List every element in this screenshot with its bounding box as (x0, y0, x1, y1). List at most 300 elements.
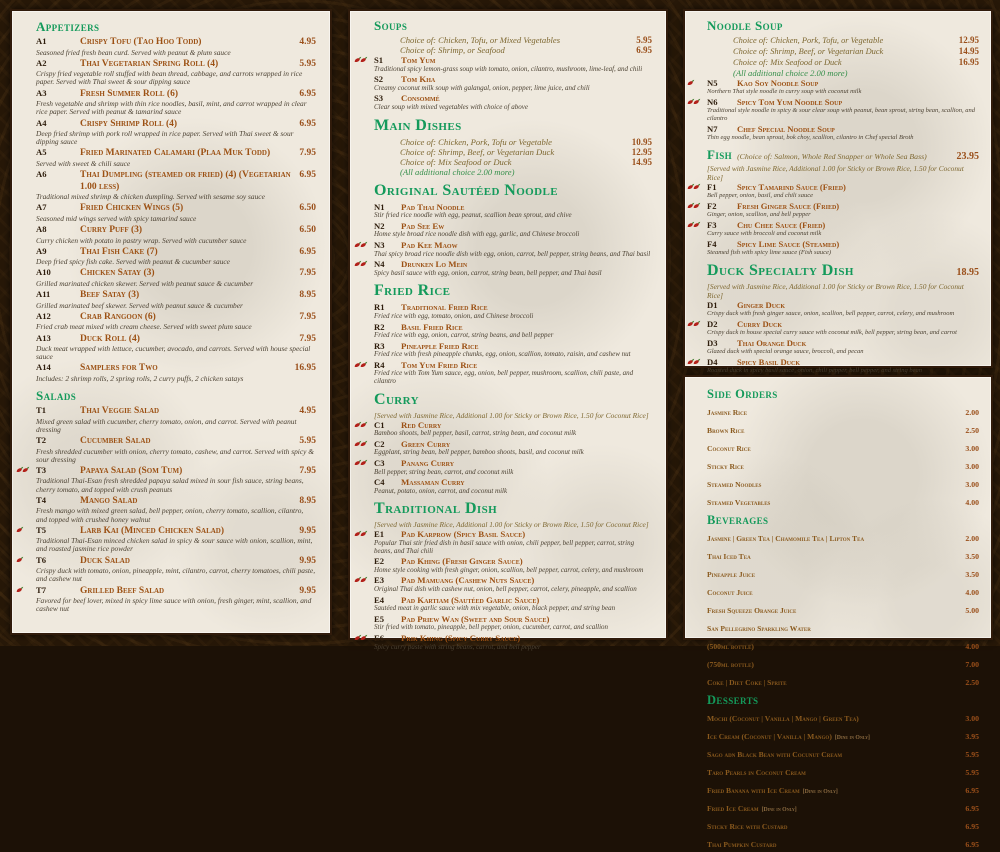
item-code: T4 (36, 494, 47, 505)
section-title: Noodle Soup (707, 18, 783, 33)
menu-item (36, 267, 316, 288)
item-name: Ginger Duck (737, 299, 786, 310)
menu-section (707, 513, 979, 690)
item-description: Curry sauce with broccoli and coconut milk (707, 230, 822, 237)
item-code: A3 (36, 87, 47, 98)
item-description: Seasoned mid wings served with spicy tamarind sauce (36, 213, 197, 223)
list-item-left (707, 456, 965, 474)
item-code: A6 (36, 169, 47, 180)
spice-level (687, 183, 699, 190)
menu-item (36, 525, 316, 554)
item-description: Roasted duck in spicy basil sauce, onion, chili pepper, bell pepper, and string bean (707, 367, 923, 374)
item-description: Curry chicken with potato in pastry wrap. Served with cucumber sauce (36, 235, 247, 245)
menu-item-head (374, 420, 652, 431)
menu-item (707, 300, 979, 318)
item-name: Curry Puff (3) (80, 225, 143, 236)
spice-level (16, 586, 22, 593)
list-item (707, 726, 979, 744)
item-name: Spicy Lime Sauce (Steamed) (737, 238, 840, 249)
list-item-price: 2.50 (965, 426, 979, 435)
choice-label: Choice of: Shrimp, or Seafood (400, 45, 505, 55)
menu-item-head (374, 221, 652, 232)
list-item-left (707, 654, 965, 672)
item-code: R3 (374, 340, 385, 351)
spice-level (354, 634, 366, 641)
list-item (707, 798, 979, 816)
item-code: F4 (707, 238, 717, 249)
list-item (707, 564, 979, 582)
chili-pepper-icon (360, 634, 368, 641)
menu-item-head (36, 585, 316, 598)
menu-item (36, 202, 316, 223)
chili-pepper-icon (693, 183, 701, 190)
list-item (707, 834, 979, 852)
list-item-price: 4.00 (965, 498, 979, 507)
menu-section (374, 117, 652, 177)
list-item (707, 456, 979, 474)
menu-item-head (36, 465, 316, 478)
menu-item-head (36, 169, 316, 193)
list-item-price: 2.00 (965, 534, 979, 543)
item-name: Kao Soy Noodle Soup (737, 78, 819, 88)
section-price: 18.95 (956, 266, 979, 278)
item-name: Pad Priew Wan (Sweet and Sour Sauce) (401, 613, 550, 624)
item-code: E2 (374, 556, 385, 567)
list-item-left (707, 600, 965, 618)
item-description: Bamboo shoots, bell pepper, basil, carrot, string bean, and coconut milk (374, 429, 577, 438)
item-name: Samplers for Two (80, 363, 158, 374)
chili-pepper-icon (360, 421, 368, 428)
list-item-left (707, 420, 965, 438)
item-price: 7.95 (299, 465, 316, 476)
menu-item (374, 458, 652, 476)
item-name: Pad Karprow (Spicy Basil Sauce) (401, 529, 526, 540)
menu-item (374, 74, 652, 92)
menu-item (36, 555, 316, 584)
section-title-row (707, 147, 979, 162)
list-item-name: Mochi (Coconut | Vanilla | Mango | Green Tea) (707, 714, 859, 723)
item-name: Fried Chicken Wings (5) (80, 203, 184, 214)
choice-price: 14.95 (631, 156, 652, 167)
menu-item-head (707, 300, 979, 310)
list-item-price: 2.50 (965, 678, 979, 687)
list-item-name: Sago adn Black Bean with Cocunut Cream (707, 750, 843, 759)
list-item-price: 6.95 (965, 804, 979, 813)
menu-item (36, 405, 316, 434)
list-item-left (707, 564, 965, 582)
menu-item (374, 556, 652, 574)
list-item-price: 5.00 (965, 606, 979, 615)
item-code: E5 (374, 613, 385, 624)
item-description: Deep fried shrimp with pork roll wrapped in rice paper. Served with Thai sweet & sour dipping sauce (36, 129, 294, 147)
item-description: Thin egg noodle, bean sprout, bok choy, scallion, cilantro in Chef special Broth (707, 134, 914, 141)
menu-item-head (707, 201, 979, 211)
choice-price: 10.95 (631, 136, 652, 147)
item-description: Fresh shredded cucumber with onion, cherry tomato, cashew, and carrot. Served with spicy & sour dressing (36, 446, 314, 464)
chili-pepper-icon (16, 526, 24, 533)
spice-level (16, 466, 28, 473)
list-item-name: Thai Iced Tea (707, 552, 751, 561)
menu-item-head (36, 405, 316, 418)
spice-level (16, 526, 22, 533)
menu-item-head (36, 58, 316, 71)
choice-price: 5.95 (636, 35, 652, 45)
list-item-left (707, 816, 965, 834)
item-name: Thai Veggie Salad (80, 406, 160, 417)
menu-section (374, 18, 652, 112)
section-title: Soups (374, 18, 408, 33)
menu-item-head (374, 633, 652, 644)
section-title-row (374, 500, 652, 518)
item-price: 6.95 (299, 88, 316, 99)
item-name: Pineapple Fried Rice (401, 340, 479, 351)
item-description: Traditional Thai-Esan minced chicken salad in spicy & sour sauce with onion, scallion, mint, and roasted jasmine rice powder (36, 536, 313, 554)
list-item-left (707, 528, 965, 546)
menu-item-head (36, 88, 316, 101)
choice-line (374, 45, 652, 55)
item-price: 4.95 (299, 37, 316, 47)
item-name: Pad Khing (Fresh Ginger Sauce) (401, 556, 523, 567)
item-description: Traditional mixed shrimp & chicken dumpling. Served with sesame soy sauce (36, 192, 265, 202)
spice-level (687, 358, 699, 365)
menu-section (374, 182, 652, 278)
list-item (707, 762, 979, 780)
chili-pepper-icon (693, 320, 701, 327)
item-code: A13 (36, 332, 51, 343)
choice-line (374, 157, 652, 167)
chili-pepper-icon (693, 358, 701, 365)
section-title-row (707, 513, 979, 527)
menu-section (707, 18, 979, 142)
item-name: Thai Fish Cake (7) (80, 246, 158, 257)
item-price: 9.95 (299, 585, 316, 596)
menu-item-head (374, 556, 652, 567)
additional-choice-note: (All additional choice 2.00 more) (733, 68, 848, 78)
item-code: E4 (374, 594, 385, 605)
section-title-row (374, 391, 652, 409)
list-item-left (707, 402, 965, 420)
item-name: Drunken Lo Mein (401, 259, 468, 270)
list-item (707, 744, 979, 762)
list-item-name: Steamed Noodles (707, 480, 762, 489)
menu-item-head (374, 458, 652, 469)
list-item-name: (500ml bottle) (707, 642, 754, 651)
item-code: S2 (374, 74, 384, 85)
menu-item (707, 201, 979, 219)
list-item (707, 654, 979, 672)
menu-item-head (36, 224, 316, 237)
menu-item-head (374, 55, 652, 66)
menu-item (374, 202, 652, 220)
menu-item (374, 529, 652, 555)
chili-pepper-icon (360, 576, 368, 583)
spice-level (687, 79, 693, 86)
choice-price: 16.95 (958, 57, 979, 67)
item-description: Seasoned fried fresh bean curd. Served with peanut & plum sauce (36, 47, 231, 57)
item-price: 7.95 (299, 268, 316, 279)
list-item-price: 7.00 (965, 660, 979, 669)
item-name: Larb Kai (Minced Chicken Salad) (80, 525, 225, 536)
menu-item (36, 362, 316, 383)
list-item (707, 438, 979, 456)
item-code: S1 (374, 55, 384, 65)
item-name: Consommé (401, 93, 440, 104)
menu-item (374, 614, 652, 632)
item-name: Chef Special Noodle Soup (737, 123, 835, 134)
chili-pepper-icon (360, 530, 368, 537)
menu-item (36, 435, 316, 464)
list-item (707, 546, 979, 564)
section-title-row (374, 18, 652, 33)
list-item-left (707, 492, 965, 510)
item-description: Fried rice with egg, onion, carrot, string beans, and bell pepper (374, 331, 554, 340)
item-price: 5.95 (299, 58, 316, 69)
list-item-left (707, 546, 965, 564)
item-description: Includes: 2 shrimp rolls, 2 spring rolls, 2 curry puffs, 2 chicken satays (36, 373, 244, 383)
menu-item-head (36, 202, 316, 215)
list-item (707, 474, 979, 492)
item-price: 6.50 (299, 225, 316, 236)
dine-in-note: [Dine in Only] (834, 735, 870, 741)
item-name: Pad Mamuang (Cashew Nuts Sauce) (401, 575, 535, 586)
list-item-name: Jasmine Rice (707, 408, 748, 417)
item-name: Curry Duck (737, 318, 783, 329)
list-item-price: 3.00 (965, 462, 979, 471)
item-name: Pad Kartiam (Sautéed Garlic Sauce) (401, 594, 540, 605)
menu-item-head (374, 322, 652, 333)
list-item-name: Ice Cream (Coconut | Vanilla | Mango) (707, 732, 832, 741)
section-title-row (707, 262, 979, 280)
list-item-price: 3.50 (965, 570, 979, 579)
menu-item (374, 322, 652, 340)
item-price: 6.95 (299, 118, 316, 129)
item-name: Fresh Ginger Sauce (Fried) (737, 200, 840, 211)
menu-item-head (374, 439, 652, 450)
menu-item (707, 124, 979, 142)
choice-line (707, 57, 979, 68)
menu-item-head (374, 202, 652, 213)
spice-level (354, 241, 366, 248)
section-title: Duck Specialty Dish (707, 261, 854, 279)
list-item-name: Brown Rice (707, 426, 745, 435)
dine-in-note: [Dine in Only] (761, 807, 797, 813)
menu-item (374, 595, 652, 613)
item-code: C1 (374, 419, 385, 430)
menu-section (707, 262, 979, 375)
item-description: Crispy duck with tomato, onion, pineapple, mint, cilantro, carrot, cherry tomatoes, chili paste, and cashew nut (36, 566, 316, 584)
section-title-row (374, 182, 652, 200)
item-description: Glazed duck with special orange sauce, broccoli, and pecan (707, 348, 864, 355)
item-code: S3 (374, 93, 384, 104)
spice-level (16, 556, 22, 563)
choice-price: 12.95 (631, 146, 652, 157)
item-description: Traditional spicy lemon-grass soup with tomato, onion, cilantro, mushroom, lime-leaf, and chili (374, 64, 643, 73)
choice-label: Choice of: Mix Seafood or Duck (733, 58, 842, 67)
menu-section (374, 282, 652, 385)
item-code: C2 (374, 438, 385, 449)
menu-panel-right-bottom (683, 375, 993, 849)
menu-item (707, 239, 979, 257)
choice-label: Choice of: Shrimp, Beef, or Vegetarian Duck (733, 47, 884, 56)
menu-item (36, 585, 316, 614)
menu-item-head (36, 495, 316, 508)
item-code: T7 (36, 584, 47, 595)
item-name: Crab Rangoon (6) (80, 311, 156, 322)
menu-item (36, 169, 316, 201)
menu-item (36, 58, 316, 87)
chili-pepper-icon (360, 241, 368, 248)
list-item-price: 3.50 (965, 552, 979, 561)
menu-item-head (36, 36, 316, 49)
item-description: Steamed fish with spicy lime sauce (Fish sauce) (707, 249, 832, 256)
item-price: 9.95 (299, 555, 316, 566)
item-description: Fried rice with egg, tomato, onion, and Chinese broccoli (374, 311, 534, 320)
item-description: Grilled marinated chicken skewer. Served with peanut sauce & cucumber (36, 278, 254, 288)
list-item-left (707, 708, 965, 726)
item-price: 7.95 (299, 333, 316, 344)
item-price: 6.50 (299, 203, 316, 214)
item-name: Tom Yum Fried Rice (401, 359, 478, 370)
spice-level (687, 202, 699, 209)
menu-item-head (707, 319, 979, 329)
item-code: A14 (36, 362, 51, 373)
item-description: Clear soup with mixed vegetables with choice of above (374, 102, 528, 111)
menu-item (36, 333, 316, 362)
section-title: Beverages (707, 513, 769, 527)
serve-note: [Served with Jasmine Rice, Additional 1.00 for Sticky or Brown Rice, 1.50 for Coconut Rice] (707, 281, 964, 300)
list-item (707, 618, 979, 636)
list-item-left (707, 762, 965, 780)
item-name: Panang Curry (401, 458, 455, 469)
item-description: Fried rice with Tom Yum sauce, egg, onion, bell pepper, mushroom, scallion, chili paste, and cilantro (374, 369, 634, 386)
item-code: A8 (36, 224, 47, 235)
list-item-name: Fried Ice Cream (707, 804, 759, 813)
list-item (707, 636, 979, 654)
item-description: Fried rice with fresh pineapple chunks, egg, onion, scallion, tomato, raisin, and cashew nut (374, 350, 631, 359)
menu-item (374, 439, 652, 457)
list-item-price: 5.95 (965, 750, 979, 759)
chili-pepper-icon (360, 361, 368, 368)
item-code: A10 (36, 267, 51, 278)
menu-item-head (36, 246, 316, 259)
spice-level (354, 459, 366, 466)
item-description: Mixed green salad with cucumber, cherry tomato, onion, and carrot. Served with peanut dressing (36, 416, 297, 434)
item-code: A7 (36, 202, 47, 213)
item-code: T3 (36, 464, 47, 475)
serve-note: [Served with Jasmine Rice, Additional 1.00 for Sticky or Brown Rice, 1.50 for Coconut Rice] (374, 410, 649, 420)
menu-item-head (36, 435, 316, 448)
list-item-left (707, 474, 965, 492)
item-name: Spicy Basil Duck (737, 356, 801, 367)
menu-item-head (374, 595, 652, 606)
menu-section (36, 388, 316, 613)
menu-item (374, 221, 652, 239)
item-code: N3 (374, 239, 385, 250)
menu-item-head (374, 529, 652, 540)
menu-item (374, 341, 652, 359)
choice-line (707, 46, 979, 57)
item-description: Stir fried with tomato, pineapple, bell pepper, onion, cucumber, carrot, and scallion (374, 623, 609, 632)
menu-item-head (36, 333, 316, 346)
item-description: Spicy basil sauce with egg, onion, carrot, string bean, bell pepper, and Thai basil (374, 268, 602, 277)
spice-level (354, 421, 366, 428)
menu-section (36, 19, 316, 383)
spice-level (687, 221, 699, 228)
item-name: Tom Kha (401, 74, 436, 85)
item-code: R1 (374, 302, 385, 313)
list-item-name: Thai Pumpkin Custard (707, 840, 777, 849)
item-name: Chu Chee Sauce (Fried) (737, 219, 826, 230)
chili-pepper-icon (16, 556, 24, 563)
spice-level (354, 440, 366, 447)
chili-pepper-icon (693, 221, 701, 228)
item-name: Grilled Beef Salad (80, 585, 165, 596)
item-name: Chicken Satay (3) (80, 268, 155, 279)
menu-item-head (374, 341, 652, 352)
menu-item-head (707, 182, 979, 192)
item-description: Bell pepper, onion, basil, and chili sauce (707, 192, 813, 199)
item-code: T5 (36, 524, 47, 535)
item-price: 7.95 (299, 148, 316, 159)
menu-item-head (36, 147, 316, 160)
item-code: C4 (374, 477, 385, 488)
item-code: D1 (707, 299, 718, 310)
menu-item (36, 465, 316, 494)
menu-item (374, 93, 652, 111)
item-price: 6.95 (299, 170, 316, 181)
item-code: D2 (707, 318, 718, 329)
list-item-left (707, 780, 965, 798)
item-price: 8.95 (299, 495, 316, 506)
chili-pepper-icon (687, 79, 695, 86)
list-item (707, 402, 979, 420)
item-description: Fresh vegetable and shrimp with thin rice noodles, basil, mint, and carrot wrapped in clear rice paper. Served with peanut & tamarind sauce (36, 99, 307, 117)
menu-item-head (374, 614, 652, 625)
menu-item (707, 182, 979, 200)
section-title: Curry (374, 390, 419, 408)
item-code: E1 (374, 529, 385, 540)
item-code: A2 (36, 57, 47, 68)
item-description: Peanut, potato, onion, carrot, and coconut milk (374, 486, 508, 495)
menu-item (36, 88, 316, 117)
menu-item (374, 240, 652, 258)
item-code: E6 (374, 632, 385, 643)
item-code: N5 (707, 78, 718, 88)
menu-item (707, 338, 979, 356)
spice-level (354, 530, 366, 537)
item-name: Thai Vegetarian Spring Roll (4) (80, 58, 219, 69)
item-price: 16.95 (294, 363, 316, 374)
list-item-price: 2.00 (965, 408, 979, 417)
section-title-row (374, 117, 652, 135)
section-title: Original Sautéed Noodle (374, 181, 558, 199)
list-item (707, 420, 979, 438)
item-code: N7 (707, 123, 718, 134)
menu-item-head (707, 220, 979, 230)
choice-label: Choice of: Chicken, Pork, Tofu or Vegetable (400, 136, 552, 147)
list-item-name: Coke | Diet Coke | Sprite (707, 678, 787, 687)
list-item-left (707, 672, 965, 690)
chili-pepper-icon (360, 260, 368, 267)
item-description: Duck meat wrapped with lettuce, cucumber, avocado, and carrots. Served with house special sauce (36, 344, 311, 362)
item-price: 9.95 (299, 525, 316, 536)
item-description: Bell pepper, string bean, carrot, and coconut milk (374, 467, 514, 476)
chili-pepper-icon (360, 56, 368, 63)
list-item-left (707, 798, 965, 816)
list-item-name: Fresh Squeeze Orange Juice (707, 606, 797, 615)
menu-item (707, 319, 979, 337)
menu-item (36, 289, 316, 310)
